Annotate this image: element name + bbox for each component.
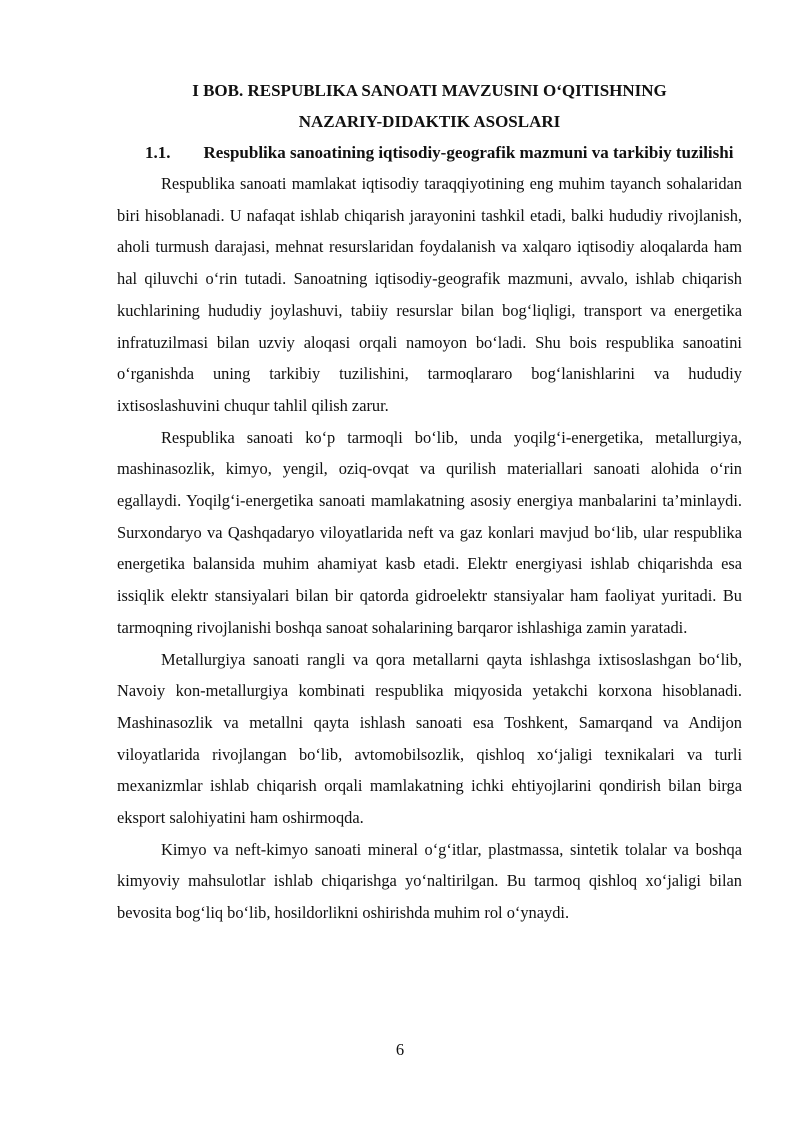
section-number: 1.1. <box>145 143 171 162</box>
paragraph-4: Kimyo va neft-kimyo sanoati mineral o‘g‘itlar, plastmassa, sintetik tolalar va boshqa kimyoviy mahsulotlar ishlab chiqarishga yo‘naltirilgan. Bu tarmoq qishloq xo‘jaligi bilan bevosita bog‘liq bo‘lib, hosildorlikni oshirishda muhim rol o‘ynaydi. <box>117 839 742 923</box>
page-number: 6 <box>395 1040 405 1059</box>
section-heading <box>117 137 742 168</box>
paragraph-2: Respublika sanoati ko‘p tarmoqli bo‘lib, unda yoqilg‘i-energetika, metallurgiya, mashinasozlik, kimyo, yengil, oziq-ovqat va qurilish materiallari sanoati alohida o‘rin egallaydi. Yoqilg‘i-energetika sanoati mamlakatning asosiy energiya manbalarini ta’minlaydi. Surxondaryo va Qashqadaryo viloyatlarida neft va gaz konlari mavjud bo‘lib, ular respublika energetika balansida muhim ahamiyat kasb etadi. Elektr energiyasi ishlab chiqarishda esa issiqlik elektr stansiyalari bilan bir qatorda gidroelektr stansiyalar ham faoliyat yuritadi. Bu tarmoqning rivojlanishi boshqa sanoat sohalarining barqaror ishlashiga zamin yaratadi. <box>117 427 742 637</box>
chapter-title-line-1: I BOB. RESPUBLIKA SANOATI MAVZUSINI O‘QITISHNING <box>192 81 667 100</box>
page-content <box>117 75 742 929</box>
paragraph-3: Metallurgiya sanoati rangli va qora metallarni qayta ishlashga ixtisoslashgan bo‘lib, Navoiy kon-metallurgiya kombinati respublika miqyosida yetakchi korxona hisoblanadi. Mashinasozlik va metallni qayta ishlash sanoati esa Toshkent, Samarqand va Andijon viloyatlarida rivojlangan bo‘lib, avtomobilsozlik, qishloq xo‘jaligi texnikalari va turli mexanizmlar ishlab chiqarish orqali mamlakatning ichki ehtiyojlarini qondirish bilan birga eksport salohiyatini ham oshirmoqda. <box>117 649 742 828</box>
paragraph-1: Respublika sanoati mamlakat iqtisodiy taraqqiyotining eng muhim tayanch sohalaridan biri hisoblanadi. U nafaqat ishlab chiqarish jarayonini tashkil etadi, balki hududiy rivojlanish, aholi turmush darajasi, mehnat resurslaridan foydalanish va xalqaro iqtisodiy aloqalarda ham hal qiluvchi o‘rin tutadi. Sanoatning iqtisodiy-geografik mazmuni, avvalo, ishlab chiqarish kuchlarining hududiy joylashuvi, tabiiy resurslar bilan bog‘liqligi, transport va energetika infratuzilmasi bilan uzviy aloqasi orqali namoyon bo‘ladi. Shu bois respublika sanoatini o‘rganishda uning tarkibiy tuzilishini, tarmoqlararo bog‘lanishlarini va hududiy ixtisoslashuvini chuqur tahlil qilish zarur. <box>117 174 742 415</box>
chapter-title-line-2: NAZARIY-DIDAKTIK ASOSLARI <box>298 112 561 131</box>
section-title: Respublika sanoatining iqtisodiy-geografik mazmuni va tarkibiy tuzilishi <box>203 143 734 162</box>
